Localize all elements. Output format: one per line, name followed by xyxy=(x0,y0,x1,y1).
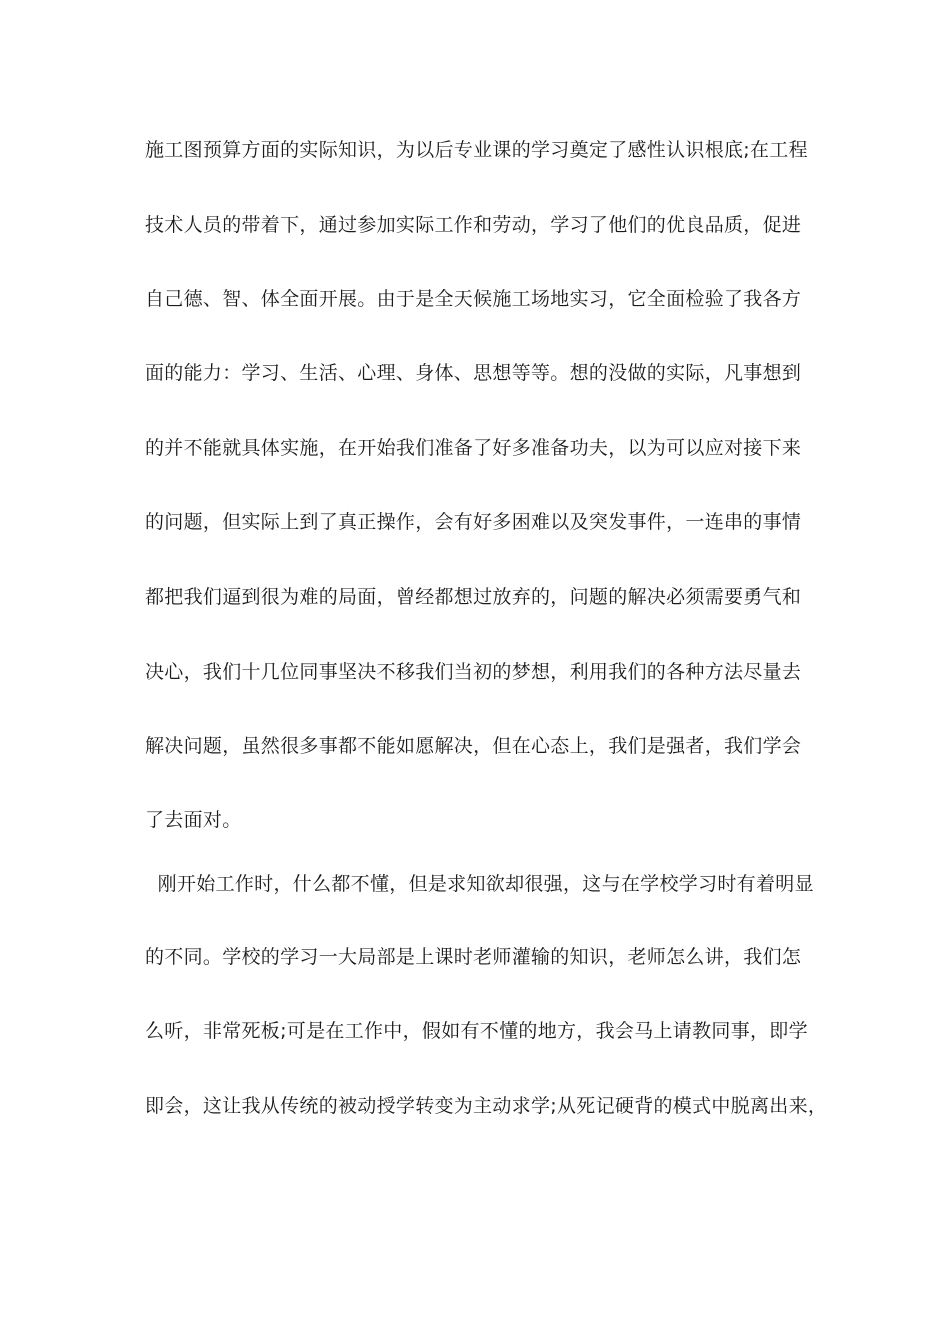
text-line: 即会，这让我从传统的被动授学转变为主动求学;从死记硬背的模式中脱离出来， xyxy=(145,1095,828,1117)
text-line: 的不同。学校的学习一大局部是上课时老师灌输的知识，老师怎么讲，我们怎 xyxy=(145,946,802,968)
text-line: 解决问题，虽然很多事都不能如愿解决，但在心态上，我们是强者，我们学会 xyxy=(145,735,802,757)
text-line: 的并不能就具体实施，在开始我们准备了好多准备功夫，以为可以应对接下来 xyxy=(145,437,802,459)
text-line: 了去面对。 xyxy=(145,809,242,831)
paragraph-start-line: 刚开始工作时，什么都不懂，但是求知欲却很强，这与在学校学习时有着明显 xyxy=(145,873,814,895)
text-line: 决心，我们十几位同事坚决不移我们当初的梦想，利用我们的各种方法尽量去 xyxy=(145,661,802,683)
text-line: 的问题，但实际上到了真正操作，会有好多困难以及突发事件，一连串的事情 xyxy=(145,511,802,533)
text-line: 都把我们逼到很为难的局面，曾经都想过放弃的，问题的解决必须需要勇气和 xyxy=(145,586,802,608)
text-line: 面的能力：学习、生活、心理、身体、思想等等。想的没做的实际，凡事想到 xyxy=(145,362,802,384)
text-line: 技术人员的带着下，通过参加实际工作和劳动，学习了他们的优良品质，促进 xyxy=(145,214,802,236)
text-line: 么听，非常死板;可是在工作中，假如有不懂的地方，我会马上请教同事，即学 xyxy=(145,1020,808,1042)
text-line: 施工图预算方面的实际知识，为以后专业课的学习奠定了感性认识根底;在工程 xyxy=(145,139,808,161)
text-line: 自己德、智、体全面开展。由于是全天候施工场地实习，它全面检验了我各方 xyxy=(145,288,802,310)
